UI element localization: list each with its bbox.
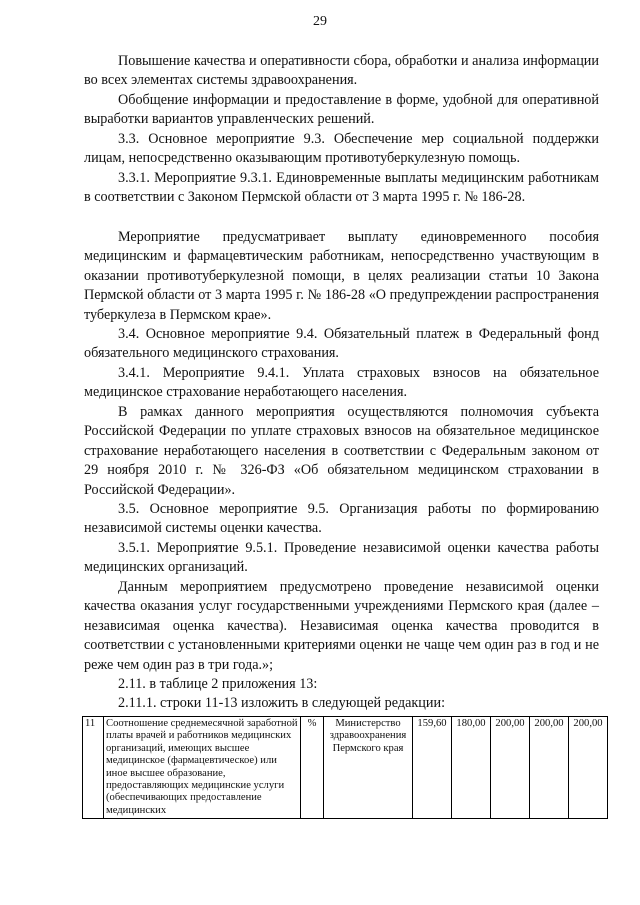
paragraph-10: 3.5.1. Мероприятие 9.5.1. Проведение независимой оценки качества работы медицинских организаций. — [84, 540, 599, 576]
indicators-table — [82, 716, 608, 819]
paragraph-13: 2.11.1. строки 11-13 изложить в следующей редакции: — [118, 695, 446, 711]
table-row — [83, 717, 608, 819]
paragraph-6: 3.4. Основное мероприятие 9.4. Обязательный платеж в Федеральный фонд обязательного медицинского страхования. — [84, 326, 599, 362]
page-number: 29 — [313, 14, 327, 29]
unit-cell: % — [301, 717, 324, 819]
paragraph-12: 2.11. в таблице 2 приложения 13: — [118, 676, 318, 692]
paragraph-8: В рамках данного мероприятия осуществляются полномочия субъекта Российской Федерации по уплате страховых взносов на обязательное медицинское страхование неработающего населения в соответствии с Федеральным законом от 29 ноября 2010 г. № 326-ФЗ «Об обязательном медицинском страховании в Российской Федерации». — [84, 404, 599, 498]
value-cell: 200,00 — [569, 717, 608, 819]
paragraph-3: 3.3. Основное мероприятие 9.3. Обеспечение мер социальной поддержки лицам, непосредственно оказывающим противотуберкулезную помощь. — [84, 131, 599, 167]
paragraph-2: Обобщение информации и предоставление в форме, удобной для оперативной выработки вариантов управленческих решений. — [84, 92, 599, 128]
paragraph-5: Мероприятие предусматривает выплату единовременного пособия медицинским и фармацевтическим работникам, непосредственно участвующим в оказании противотуберкулезной помощи, в целях реализации статьи 10 Закона Пермской области от 3 марта 1995 г. № 186-28 «О предупреждении распространения туберкулеза в Пермском крае». — [84, 229, 599, 323]
executor-cell: Министерство здравоохранения Пермского края — [324, 717, 413, 819]
value-cell: 159,60 — [413, 717, 452, 819]
value-cell: 200,00 — [491, 717, 530, 819]
paragraph-9: 3.5. Основное мероприятие 9.5. Организация работы по формированию независимой системы оценки качества. — [84, 501, 599, 537]
paragraph-4: 3.3.1. Мероприятие 9.3.1. Единовременные выплаты медицинским работникам в соответствии с Законом Пермской области от 3 марта 1995 г. № 186-28. — [84, 170, 599, 206]
value-cell: 200,00 — [530, 717, 569, 819]
paragraph-11: Данным мероприятием предусмотрено проведение независимой оценки качества оказания услуг государственными учреждениями Пермского края (далее – независимая оценка качества). Независимая оценка качества проводится в соответствии с установленными критериями оценки не чаще чем один раз в год и не реже чем один раз в три года.»; — [84, 579, 599, 673]
indicator-name-cell: Соотношение среднемесячной заработной платы врачей и работников медицинских организаций, имеющих высшее медицинское (фармацевтическое) или иное высшее образование, предоставляющих медицинские услуги (обеспечивающих предоставление медицинских — [104, 717, 301, 819]
value-cell: 180,00 — [452, 717, 491, 819]
paragraph-7: 3.4.1. Мероприятие 9.4.1. Уплата страховых взносов на обязательное медицинское страхование неработающего населения. — [84, 365, 599, 401]
row-number-cell: 11 — [83, 717, 104, 819]
paragraph-1: Повышение качества и оперативности сбора, обработки и анализа информации во всех элементах системы здравоохранения. — [84, 53, 599, 89]
